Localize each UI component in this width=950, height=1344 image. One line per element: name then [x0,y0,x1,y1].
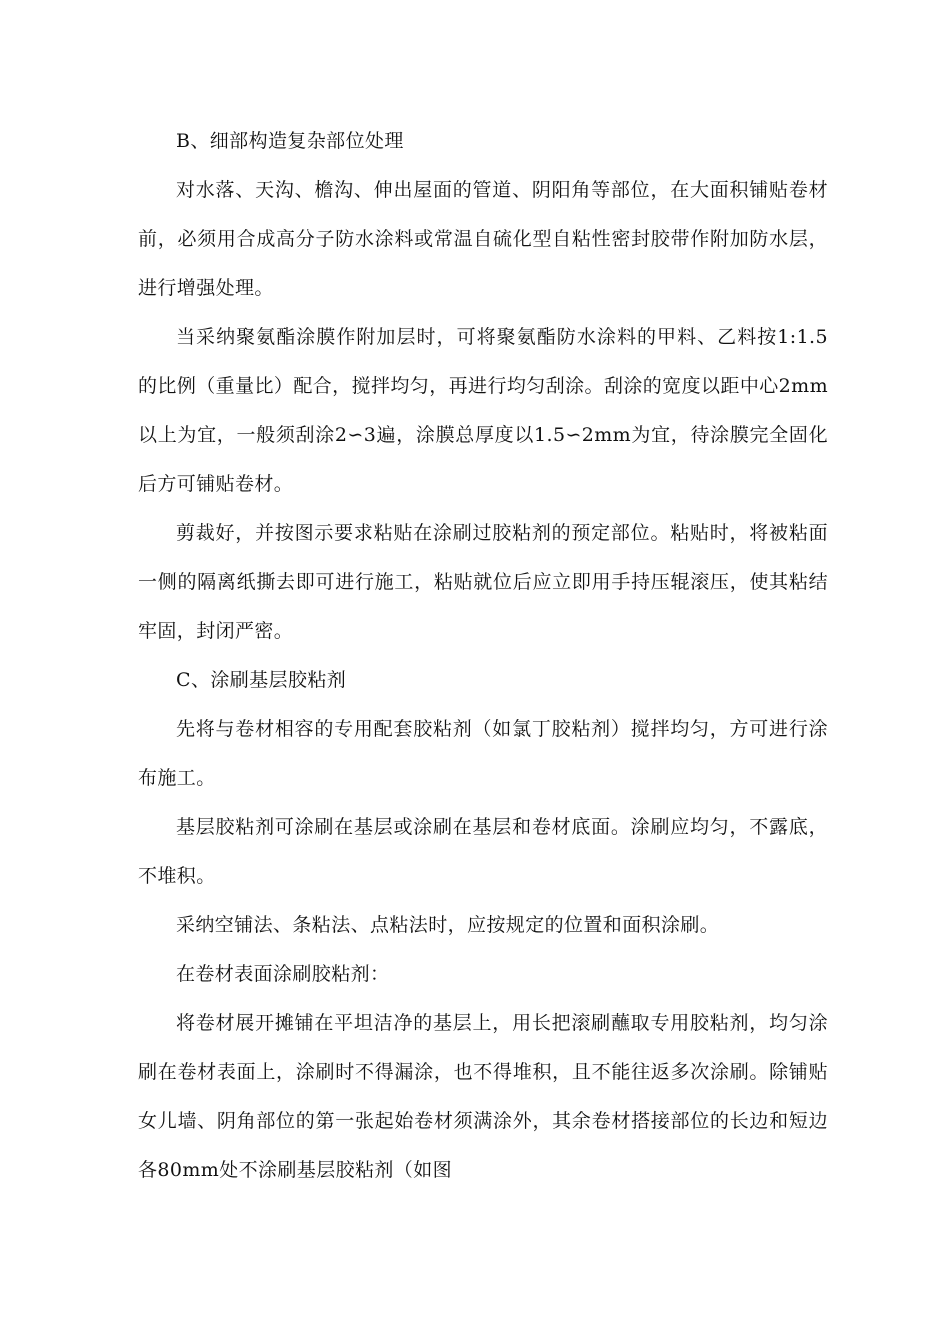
paragraph: 先将与卷材相容的专用配套胶粘剂（如氯丁胶粘剂）搅拌均匀，方可进行涂布施工。 [138,718,828,789]
paragraph: 采纳空铺法、条粘法、点粘法时，应按规定的位置和面积涂刷。 [176,914,720,936]
paragraph: 在卷材表面涂刷胶粘剂： [176,963,390,985]
paragraph: 将卷材展开摊铺在平坦洁净的基层上，用长把滚刷蘸取专用胶粘剂，均匀涂刷在卷材表面上，涂刷时不得漏涂，也不得堆积，且不能往返多次涂刷。除铺贴女儿墙、阴角部位的第一张起始卷材须满涂外，其余卷材搭接部位的长边和短边各80mm处不涂刷基层胶粘剂（如图 [138,1012,828,1181]
paragraph: 对水落、天沟、檐沟、伸出屋面的管道、阴阳角等部位，在大面积铺贴卷材前，必须用合成高分子防水涂料或常温自硫化型自粘性密封胶带作附加防水层，进行增强处理。 [138,179,828,299]
document-body [138,117,828,1195]
paragraph: 当采纳聚氨酯涂膜作附加层时，可将聚氨酯防水涂料的甲料、乙料按1:1.5的比例（重量比）配合，搅拌均匀，再进行均匀刮涂。刮涂的宽度以距中心2mm以上为宜，一般须刮涂2∽3遍，涂膜总厚度以1.5∽2mm为宜，待涂膜完全固化后方可铺贴卷材。 [138,326,828,495]
section-heading-c: C、涂刷基层胶粘剂 [176,669,347,691]
section-heading-b: B、细部构造复杂部位处理 [176,130,404,152]
paragraph: 基层胶粘剂可涂刷在基层或涂刷在基层和卷材底面。涂刷应均匀，不露底，不堆积。 [138,816,828,887]
paragraph: 剪裁好，并按图示要求粘贴在涂刷过胶粘剂的预定部位。粘贴时，将被粘面一侧的隔离纸撕去即可进行施工，粘贴就位后应立即用手持压辊滚压，使其粘结牢固，封闭严密。 [138,522,828,642]
